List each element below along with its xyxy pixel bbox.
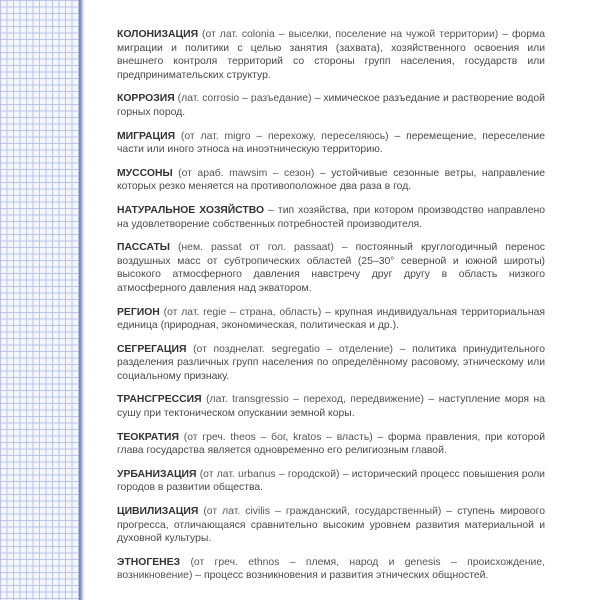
- entry-term: НАТУРАЛЬНОЕ ХОЗЯЙСТВО: [117, 204, 265, 216]
- glossary-text: [117, 28, 545, 593]
- entry-definition: – химическое разъедание и растворение водой горных пород.: [117, 93, 545, 118]
- entry-definition: – постоянный круглогодичный перенос воздушных масс от субтропических областей (25–30° северной и южной широты) высокого атмосферного давления навстречу друг другу в область низкого атмосферного давления над экватором.: [117, 242, 545, 294]
- entry-definition: – перемещение, переселение части или иного этноса на иноэтническую территорию.: [117, 130, 546, 156]
- glossary-entry-naturalnoe-khozyaystvo: [117, 204, 545, 231]
- entry-origin: (от араб. mawsim – сезон): [172, 167, 315, 179]
- glossary-entry-etnogenez: [117, 556, 545, 583]
- entry-origin: (от позднелат. segregatio – отделение): [186, 343, 394, 355]
- entry-term: ТЕОКРАТИЯ: [117, 431, 179, 443]
- glossary-entry-kolonizatsiya: [117, 28, 545, 82]
- grid-paper-margin: [0, 0, 79, 600]
- glossary-entry-passaty: [117, 241, 545, 295]
- entry-definition: – форма миграции и политики с целью занятия (захвата), хозяйственного освоения или внешнего контроля территорий со стороны групп населения, государств или предпринимательских структур.: [117, 29, 545, 81]
- entry-definition: – исторический процесс повышения роли городов в развитии общества.: [117, 468, 545, 494]
- entry-origin: (от лат. colonia – выселки, поселение на чужой территории): [198, 29, 499, 40]
- glossary-entry-segregatsiya: [117, 343, 545, 384]
- entry-definition: – форма правления, при которой глава государства является одновременно его религиозным главой.: [117, 431, 545, 457]
- entry-term: СЕГРЕГАЦИЯ: [117, 343, 187, 355]
- glossary-entry-migratsiya: [117, 130, 545, 157]
- entry-term: ЭТНОГЕНЕЗ: [117, 556, 181, 568]
- glossary-entry-urbanizatsiya: [117, 468, 545, 495]
- entry-term: ТРАНСГРЕССИЯ: [117, 394, 202, 406]
- glossary-entry-region: [117, 306, 545, 333]
- entry-origin: (лат. corrosio – разъедание): [174, 93, 312, 105]
- entry-term: РЕГИОН: [117, 306, 160, 318]
- entry-origin: (лат. transgressio – переход, передвижение): [201, 394, 424, 406]
- entry-term: МИГРАЦИЯ: [117, 130, 176, 142]
- entry-origin: (от лат. regie – страна, область): [159, 306, 322, 318]
- entry-term: КОЛОНИЗАЦИЯ: [117, 29, 199, 40]
- entry-origin: (от греч. theos – бог, kratos – власть): [179, 431, 373, 443]
- glossary-entry-mussony: [117, 167, 545, 194]
- entry-definition: – процесс возникновения и развития этнических общностей.: [192, 570, 489, 582]
- entry-term: ЦИВИЛИЗАЦИЯ: [117, 506, 199, 518]
- entry-definition: – тип хозяйства, при котором производство направлено на удовлетворение собственных потребностей производителя.: [117, 204, 545, 230]
- entry-term: МУССОНЫ: [117, 167, 173, 179]
- entry-origin: (от лат. urbanus – городской): [196, 468, 340, 480]
- entry-origin: (от лат. civilis – гражданский, государственный): [198, 506, 442, 518]
- entry-definition: – устойчивые сезонные ветры, направление которых резко меняется на противоположное два раза в год.: [117, 167, 546, 193]
- entry-term: КОРРОЗИЯ: [117, 93, 175, 105]
- glossary-entry-korroziya: [117, 92, 545, 119]
- page-binding-edge: [79, 0, 85, 600]
- entry-definition: – политика принудительного разделения различных групп населения по определённому расовому, этническому или социальному признаку.: [117, 343, 545, 382]
- glossary-entry-tsivilizatsiya: [117, 505, 545, 546]
- glossary-entry-teokratiya: [117, 431, 545, 458]
- entry-term: ПАССАТЫ: [117, 242, 170, 254]
- entry-term: УРБАНИЗАЦИЯ: [117, 468, 197, 480]
- entry-origin: (от лат. migro – перехожу, переселяюсь): [175, 130, 389, 142]
- entry-definition: – ступень мирового прогресса, отличающаяся сравнительно высоким уровнем развития материальной и духовной культуры.: [117, 506, 545, 545]
- entry-definition: – наступление моря на сушу при тектоническом опускании земной коры.: [117, 394, 545, 420]
- entry-origin: (нем. passat от гол. passaat): [169, 242, 334, 254]
- entry-definition: – крупная индивидуальная территориальная единица (природная, экономическая, политическая и др.).: [117, 306, 545, 332]
- glossary-entry-transgressiya: [117, 393, 545, 420]
- entry-origin: (от греч. ethnos – племя, народ и genesis – происхождение, возникновение): [117, 556, 545, 582]
